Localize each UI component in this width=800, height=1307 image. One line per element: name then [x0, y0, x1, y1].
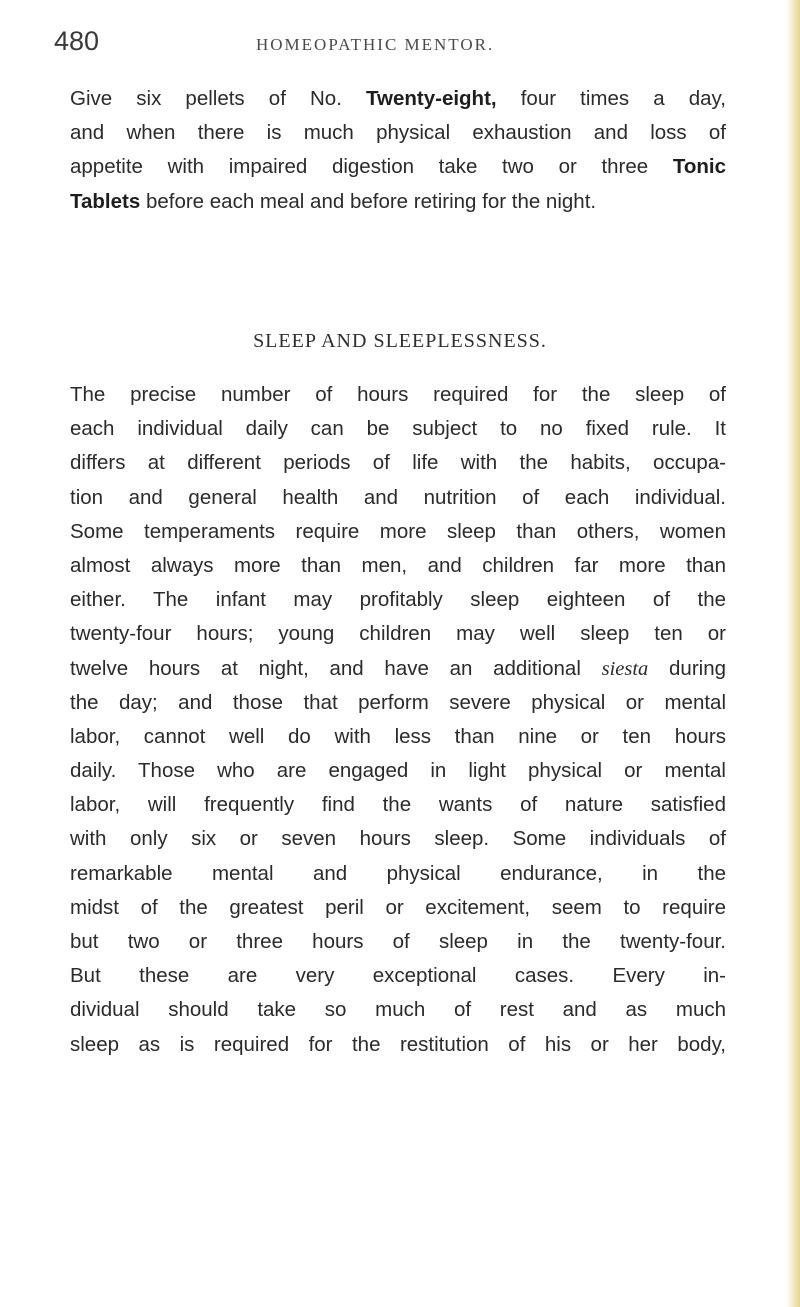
- text-line: But these are very exceptional cases. Every in-: [70, 964, 726, 988]
- bold-remedy-name: Tonic: [672, 155, 726, 179]
- text-line: dividual should take so much of rest and as much: [70, 998, 726, 1022]
- paragraph-sleep: [70, 378, 726, 1062]
- text-line: almost always more than men, and children far more than: [70, 553, 726, 577]
- text-run: Give six pellets of No.: [70, 87, 367, 110]
- text-line: labor, will frequently find the wants of nature satisfied: [70, 793, 726, 817]
- text-line: [70, 82, 726, 116]
- text-run: before each meal and before retiring for the night.: [140, 189, 597, 213]
- text-line: either. The infant may profitably sleep eighteen of the: [70, 588, 726, 612]
- text-line: sleep as is required for the restitution of his or her body,: [70, 1032, 726, 1056]
- text-line: [70, 652, 726, 686]
- text-run: twelve hours at night, and have an additional: [70, 656, 602, 680]
- running-head: HOMEOPATHIC MENTOR.: [256, 35, 495, 54]
- text-line: daily. Those who are engaged in light physical or mental: [70, 759, 726, 783]
- text-line: with only six or seven hours sleep. Some individuals of: [70, 827, 726, 851]
- text-line: [70, 185, 726, 219]
- text-run: appetite with impaired digestion take two or three: [70, 155, 673, 179]
- bold-remedy-name: Tablets: [70, 189, 141, 213]
- italic-word: siesta: [601, 657, 649, 680]
- text-line: remarkable mental and physical endurance, in the: [70, 861, 726, 885]
- text-line: [70, 116, 726, 150]
- text-line: twenty-four hours; young children may well sleep ten or: [70, 622, 726, 646]
- bold-remedy-number: Twenty-eight,: [366, 87, 497, 110]
- text-run: four times a day,: [496, 87, 726, 110]
- text-line: The precise number of hours required for the sleep of: [70, 383, 726, 406]
- text-line: [70, 150, 726, 184]
- text-line: labor, cannot well do with less than nine or ten hours: [70, 724, 726, 748]
- text-line: differs at different periods of life with the habits, occupa-: [70, 451, 726, 475]
- text-line: the day; and those that perform severe physical or mental: [70, 690, 726, 714]
- section-heading: SLEEP AND SLEEPLESSNESS.: [253, 330, 547, 352]
- paragraph-dosage: [70, 82, 726, 219]
- page-header: [54, 26, 754, 66]
- page-edge: [786, 0, 800, 1307]
- text-line: each individual daily can be subject to no fixed rule. It: [70, 417, 726, 441]
- text-line: midst of the greatest peril or excitement, seem to require: [70, 895, 726, 919]
- text-line: tion and general health and nutrition of each individual.: [70, 485, 726, 509]
- text-line: but two or three hours of sleep in the twenty-four.: [70, 930, 726, 953]
- text-run: during: [648, 656, 726, 680]
- page-number: 480: [54, 26, 100, 56]
- text-run: and when there is much physical exhaustion and loss of: [70, 121, 726, 145]
- text-line: Some temperaments require more sleep than others, women: [70, 519, 726, 543]
